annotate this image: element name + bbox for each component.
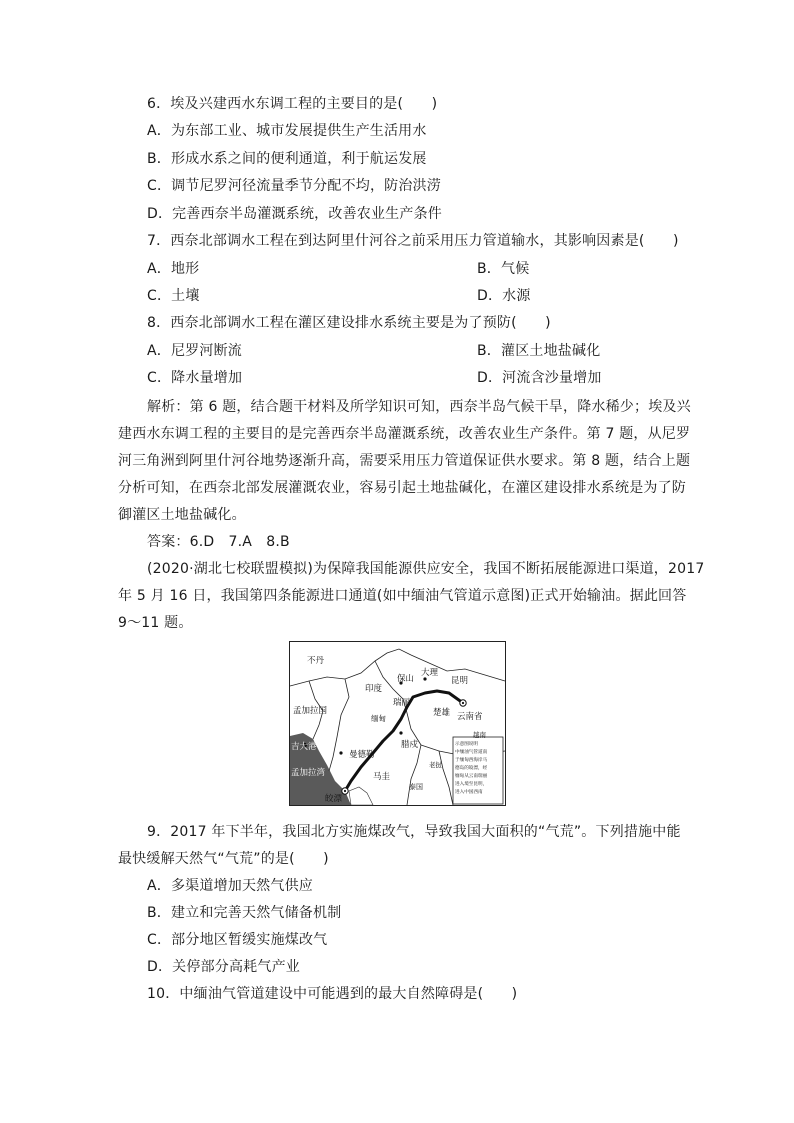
q7-option-d: D．水源 [477,288,531,304]
note-line: 中缅油气管道南 [455,750,488,755]
label-lashio: 腊戍 [401,740,419,750]
analysis-line: 御灌区土地盐碱化。 [118,507,246,523]
note-line: 德岛的皎漂，经 [455,766,488,771]
note-line: 进入境至昆明， [455,782,488,787]
label-magway: 马圭 [373,772,391,782]
lashio-marker [399,731,402,734]
label-dali: 大理 [421,668,439,678]
label-bhutan: 不丹 [307,656,325,666]
label-bangladesh: 孟加拉国 [293,706,328,716]
label-laos: 老挝 [429,761,442,769]
q9-stem: 9．2017 年下半年，我国北方实施煤改气，导致我国大面积的“气荒”。下列措施中能 [147,824,681,840]
q6-option-b: B．形成水系之间的便利通道，利于航运发展 [147,151,427,167]
q8-option-a: A．尼罗河断流 [147,343,242,359]
q9-option-b: B．建立和完善天然气储备机制 [147,905,342,921]
q6-option-c: C．调节尼罗河径流量季节分配不均，防治洪涝 [147,178,441,194]
q7-stem: 7．西奈北部调水工程在到达阿里什河谷之前采用压力管道输水，其影响因素是( ) [147,233,679,249]
q6-option-a: A．为东部工业、城市发展提供生产生活用水 [147,123,427,139]
q8-option-d: D．河流含沙量增加 [477,370,602,386]
q6-option-d: D．完善西奈半岛灌溉系统，改善农业生产条件 [147,206,442,222]
note-line: 进入中国西南 [455,790,483,795]
q8-option-c: C．降水量增加 [147,370,243,386]
kyaukphyu-marker-dot [344,790,346,792]
q9-stem-cont: 最快缓解天然气“气荒”的是( ) [118,851,329,867]
q8-stem: 8．西奈北部调水工程在灌区建设排水系统主要是为了预防( ) [147,315,551,331]
intro-line: 9～11 题。 [118,615,193,631]
q7-option-a: A．地形 [147,261,200,277]
label-india: 印度 [365,684,383,694]
q9-option-a: A．多渠道增加天然气供应 [147,878,313,894]
analysis-line: 分析可知，在西奈北部发展灌溉农业，容易引起土地盐碱化，在灌区建设排水系统是为了防 [118,480,686,496]
label-mandalay: 曼德勒 [349,750,375,760]
label-thailand: 泰国 [409,783,423,791]
q8-option-b: B．灌区土地盐碱化 [477,343,601,359]
intro-line: 年 5 月 16 日，我国第四条能源进口通道(如中缅油气管道示意图)正式开始输油。据此回答 [118,588,687,604]
label-baoshan: 保山 [397,674,415,684]
q9-option-d: D．关停部分高耗气产业 [147,959,300,975]
mandalay-marker [339,751,342,754]
note-line: 示意图说明 [455,742,478,747]
note-line: 于缅甸西海岸马 [455,758,488,763]
q7-option-c: C．土壤 [147,288,200,304]
analysis-line: 建西水东调工程的主要目的是完善西奈半岛灌溉系统，改善农业生产条件。第 7 题，从尼罗 [118,426,691,442]
label-ruili: 瑞丽 [393,698,411,708]
label-myanmar: 缅甸 [371,714,386,723]
note-line: 缅甸从云南瑞丽 [455,774,488,779]
label-vietnam: 越南 [473,731,486,739]
pipeline-map [289,641,506,806]
label-bay-of-bengal: 孟加拉湾 [291,768,326,778]
label-yunnan: 云南省 [457,712,483,722]
answer-line: 答案：6.D 7.A 8.B [147,534,290,550]
intro-line: (2020·湖北七校联盟模拟)为保障我国能源供应安全，我国不断拓展能源进口渠道，2017 [147,561,705,577]
analysis-line: 解析：第 6 题，结合题干材料及所学知识可知，西奈半岛气候干旱，降水稀少；埃及兴 [147,399,691,415]
kunming-marker-dot [462,702,464,704]
label-chuxiong: 楚雄 [433,708,451,718]
q10-stem: 10．中缅油气管道建设中可能遇到的最大自然障碍是( ) [147,986,518,1002]
analysis-line: 河三角洲到阿里什河谷地势逐渐升高，需要采用压力管道保证供水要求。第 8 题，结合上题 [118,453,691,469]
q7-option-b: B．气候 [477,261,530,277]
label-kyaukphyu: 皎漂 [325,794,343,804]
q9-option-c: C．部分地区暂缓实施煤改气 [147,932,328,948]
label-kunming: 昆明 [451,676,469,686]
label-chittagong: 吉大港 [291,742,317,752]
q6-stem: 6．埃及兴建西水东调工程的主要目的是( ) [147,96,438,112]
